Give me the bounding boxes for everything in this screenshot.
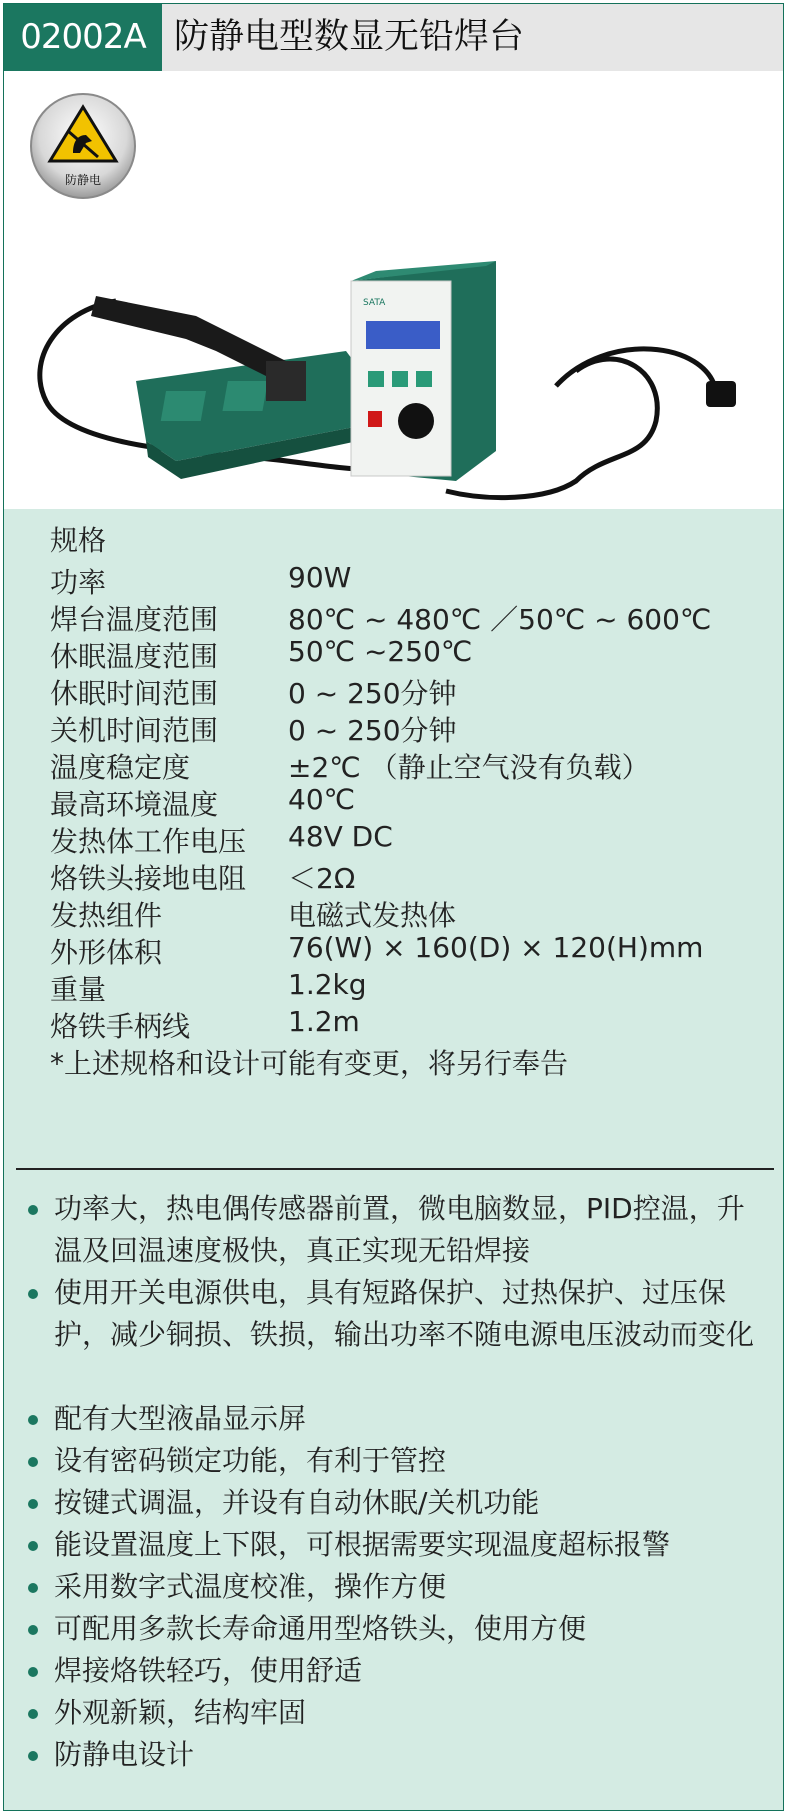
- bullet-icon: [28, 1541, 38, 1551]
- spec-value: 50℃ ~250℃: [288, 635, 473, 668]
- spec-key: 焊台温度范围: [50, 603, 219, 636]
- feature-text: 防静电设计: [54, 1738, 195, 1771]
- product-code: 02002A: [4, 4, 162, 71]
- feature-text: 可配用多款长寿命通用型烙铁头，使用方便: [54, 1612, 587, 1645]
- feature-text: 功率大，热电偶传感器前置，微电脑数显，PID控温，升温及回温速度极快，真正实现无铅焊接: [54, 1192, 745, 1267]
- spec-key: 发热体工作电压: [50, 825, 247, 858]
- spec-value: 48V DC: [288, 820, 393, 853]
- spec-key: 休眠温度范围: [50, 640, 219, 673]
- badge-label: 防静电: [64, 173, 102, 187]
- list-item: [24, 1524, 764, 1566]
- product-sheet: [3, 3, 784, 1811]
- list-item: [24, 1440, 764, 1482]
- bullet-icon: [28, 1667, 38, 1677]
- spec-value: 0 ~ 250分钟: [288, 714, 457, 747]
- feature-text: 外观新颖，结构牢固: [54, 1696, 307, 1729]
- spec-value: 40℃: [288, 783, 356, 816]
- list-item: [24, 1650, 764, 1692]
- spec-key: 温度稳定度: [50, 751, 191, 784]
- bullet-icon: [28, 1289, 38, 1299]
- header-bar: [4, 4, 783, 71]
- list-item: [24, 1482, 764, 1524]
- spec-value: 1.2m: [288, 1005, 360, 1038]
- spec-value: ±2℃ （静止空气没有负载）: [288, 751, 650, 784]
- list-item: [24, 1566, 764, 1608]
- spec-key: 发热组件: [50, 899, 163, 932]
- bullet-icon: [28, 1709, 38, 1719]
- bullet-icon: [28, 1457, 38, 1467]
- spec-key: 外形体积: [50, 936, 163, 969]
- feature-text: 能设置温度上下限，可根据需要实现温度超标报警: [54, 1528, 671, 1561]
- list-item: [24, 1188, 764, 1272]
- spec-value: 90W: [288, 561, 352, 594]
- bullet-icon: [28, 1583, 38, 1593]
- feature-text: 按键式调温，并设有自动休眠/关机功能: [54, 1486, 540, 1519]
- spec-key: 关机时间范围: [50, 714, 219, 747]
- list-item: [24, 1734, 764, 1776]
- feature-text: 采用数字式温度校准，操作方便: [54, 1570, 447, 1603]
- spec-value: ＜2Ω: [288, 862, 356, 895]
- spec-value: 0 ~ 250分钟: [288, 677, 457, 710]
- list-item: [24, 1272, 764, 1356]
- product-photo: [4, 71, 783, 509]
- section-divider: [16, 1168, 774, 1170]
- feature-text: 设有密码锁定功能，有利于管控: [54, 1444, 447, 1477]
- spec-value: 80℃ ~ 480℃ ／50℃ ~ 600℃: [288, 603, 712, 636]
- spec-key: 烙铁手柄线: [50, 1010, 191, 1043]
- spec-value: 76(W) × 160(D) × 120(H)mm: [288, 931, 704, 964]
- page-title: 防静电型数显无铅焊台: [174, 17, 525, 57]
- spec-key: 功率: [50, 566, 107, 599]
- brand-logo: SATA: [363, 298, 386, 308]
- feature-text: 使用开关电源供电，具有短路保护、过热保护、过压保护，减少铜损、铁损，输出功率不随电源电压波动而变化: [54, 1276, 755, 1351]
- spec-note: *上述规格和设计可能有变更，将另行奉告: [50, 1047, 569, 1080]
- bullet-icon: [28, 1205, 38, 1215]
- bullet-icon: [28, 1499, 38, 1509]
- bullet-icon: [28, 1625, 38, 1635]
- feature-text: 配有大型液晶显示屏: [54, 1402, 307, 1435]
- list-item: [24, 1692, 764, 1734]
- bullet-icon: [28, 1751, 38, 1761]
- feature-text: 焊接烙铁轻巧，使用舒适: [54, 1654, 363, 1687]
- list-item: [24, 1608, 764, 1650]
- spec-key: 重量: [50, 973, 107, 1006]
- spec-key: 烙铁头接地电阻: [50, 862, 247, 895]
- spec-value: 电磁式发热体: [288, 899, 457, 932]
- spec-key: 最高环境温度: [50, 788, 219, 821]
- spec-heading: 规格: [50, 524, 107, 557]
- spec-value: 1.2kg: [288, 968, 367, 1001]
- esd-warning-icon: [28, 91, 138, 201]
- list-item: [24, 1398, 764, 1440]
- soldering-station-image: [16, 221, 776, 511]
- spec-key: 休眠时间范围: [50, 677, 219, 710]
- bullet-icon: [28, 1415, 38, 1425]
